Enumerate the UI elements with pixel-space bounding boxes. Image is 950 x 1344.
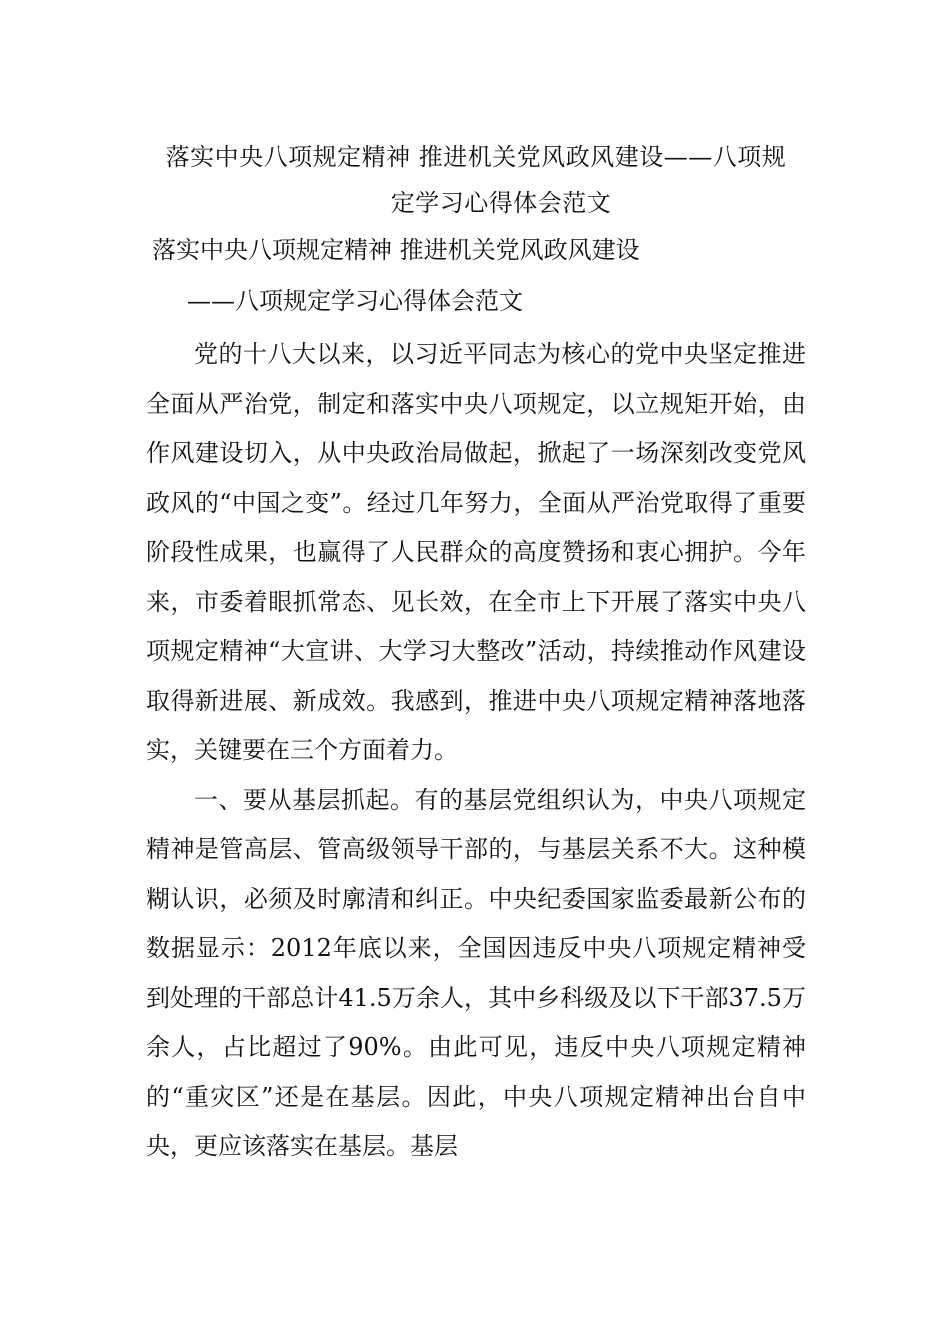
- document-title: [146, 134, 806, 226]
- document-title-line-1: 落实中央八项规定精神 推进机关党风政风建设——八项规: [165, 143, 787, 171]
- document-title-line-2: 定学习心得体会范文: [390, 189, 612, 217]
- document-subtitle-sub: ——八项规定学习心得体会范文: [187, 287, 523, 315]
- body-paragraph: 一、要从基层抓起。有的基层党组织认为，中央八项规定精神是管高层、管高级领导干部的，与基层关系不大。这种模糊认识，必须及时廓清和纠正。中央纪委国家监委最新公布的数据显示：2012年底以来，全国因违反中央八项规定精神受到处理的干部总计41.5万余人，其中乡科级及以下干部37.5万余人，占比超过了90%。由此可见，违反中央八项规定精神的“重灾区”还是在基层。因此，中央八项规定精神出台自中央，更应该落实在基层。基层: [146, 785, 806, 1160]
- body-paragraph: 党的十八大以来，以习近平同志为核心的党中央坚定推进全面从严治党，制定和落实中央八项规定，以立规矩开始，由作风建设切入，从中央政治局做起，掀起了一场深刻改变党风政风的“中国之变”。经过几年努力，全面从严治党取得了重要阶段性成果，也赢得了人民群众的高度赞扬和衷心拥护。今年来，市委着眼抓常态、见长效，在全市上下开展了落实中央八项规定精神“大宣讲、大学习大整改”活动，持续推动作风建设取得新进展、新成效。我感到，推进中央八项规定精神落地落实，关键要在三个方面着力。: [146, 340, 806, 764]
- document-subtitle-main: 落实中央八项规定精神 推进机关党风政风建设: [152, 236, 640, 264]
- document-body: [146, 330, 806, 1172]
